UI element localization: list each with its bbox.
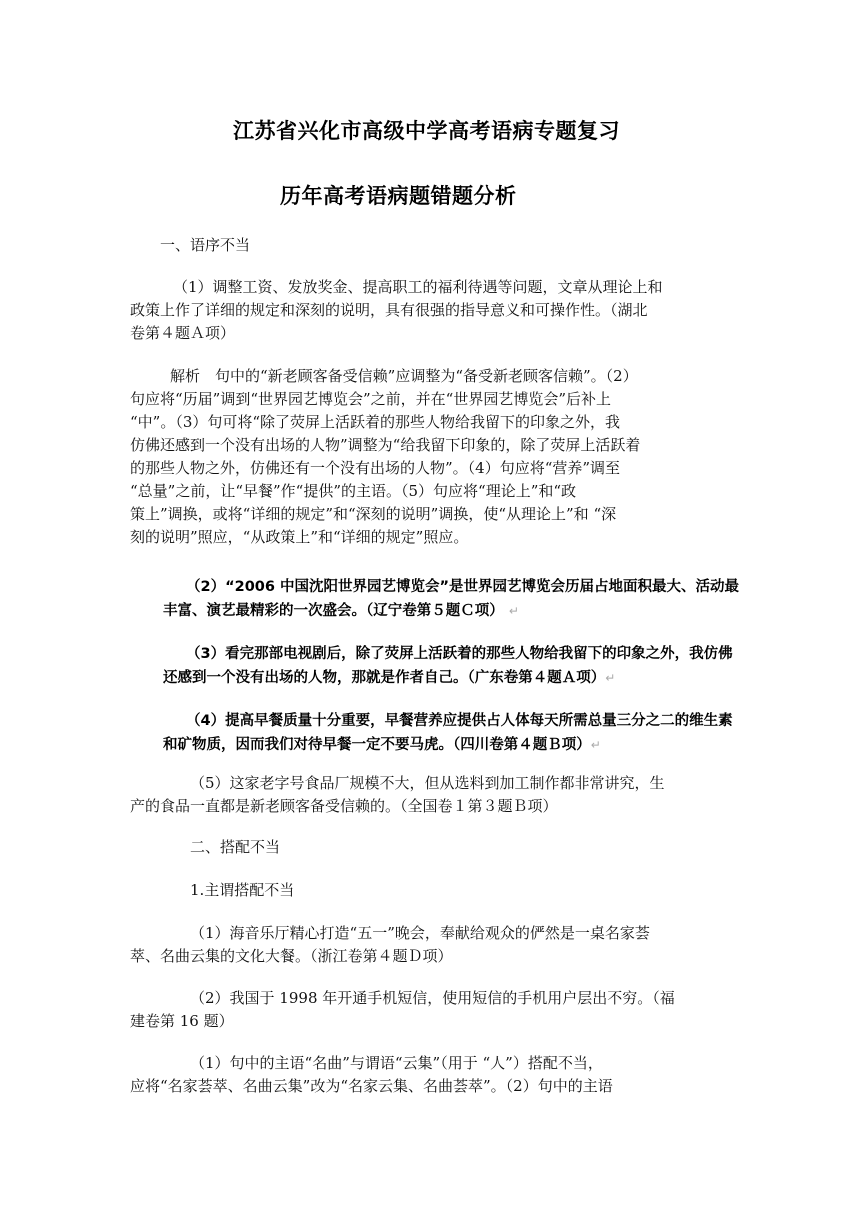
return-mark-icon: ↵	[590, 738, 601, 752]
section-heading-collocation: 二、搭配不当	[190, 838, 281, 856]
analysis-line: 的那些人物之外，仿佛还有一个没有出场的人物”。（4）句应将“营养”调至	[130, 459, 621, 477]
scanned-item-line: （3）看完那部电视剧后，除了荧屏上活跃着的那些人物给我留下的印象之外，我仿佛	[186, 646, 733, 662]
analysis-line: “总量”之前，让“早餐”作“提供”的主语。（5）句应将“理论上”和“政	[130, 482, 577, 500]
scanned-item-line: 丰富、演艺最精彩的一次盛会。（辽宁卷第５题Ｃ项） ↵	[163, 603, 519, 619]
paragraph-line: 萃、名曲云集的文化大餐。（浙江卷第４题Ｄ项）	[130, 947, 453, 965]
return-mark-icon: ↵	[605, 671, 616, 685]
scanned-item-line: （2）“2006 中国沈阳世界园艺博览会”是世界园艺博览会历届占地面积最大、活动最	[186, 579, 740, 595]
subsection-heading: 1.主谓搭配不当	[190, 881, 295, 899]
analysis-line: 策上”调换，或将“详细的规定”和“深刻的说明”调换，使“从理论上”和 “深	[130, 505, 617, 523]
paragraph-line: 产的食品一直都是新老顾客备受信赖的。（全国卷１第３题Ｂ项）	[130, 797, 558, 815]
scanned-item-line: 和矿物质，因而我们对待早餐一定不要马虎。（四川卷第４题Ｂ项）↵	[163, 737, 601, 753]
paragraph-line: 卷第４题Ａ项）	[130, 324, 236, 342]
return-mark-icon: ↵	[508, 604, 519, 618]
analysis-line: 应将“名家荟萃、名曲云集”改为“名家云集、名曲荟萃”。（2）句中的主语	[130, 1077, 613, 1095]
analysis-line: 仿佛还感到一个没有出场的人物”调整为“给我留下印象的，除了荧屏上活跃着	[130, 436, 641, 454]
paragraph-line: 建卷第 16 题）	[130, 1012, 234, 1030]
paragraph-line: 政策上作了详细的规定和深刻的说明，具有很强的指导意义和可操作性。（湖北	[130, 301, 648, 319]
scanned-item-line: 还感到一个没有出场的人物，那就是作者自己。（广东卷第４题Ａ项）↵	[163, 670, 616, 686]
paragraph-line: （1）调整工资、发放奖金、提高职工的福利待遇等问题，文章从理论上和	[173, 278, 663, 296]
document-title: 江苏省兴化市高级中学高考语病专题复习	[233, 119, 620, 143]
paragraph-line: （5）这家老字号食品厂规模不大，但从选料到加工制作都非常讲究，生	[190, 774, 665, 792]
analysis-line: 解析 句中的“新老顾客备受信赖”应调整为“备受新老顾客信赖”。（2）	[170, 367, 638, 385]
document-subtitle: 历年高考语病题错题分析	[280, 184, 517, 208]
scanned-item-line: （4）提高早餐质量十分重要，早餐营养应提供占人体每天所需总量三分之二的维生素	[186, 713, 733, 729]
section-heading-word-order: 一、语序不当	[160, 236, 251, 254]
analysis-line: 刻的说明”照应，“从政策上”和“详细的规定”照应。	[130, 528, 469, 546]
analysis-line: （1）句中的主语“名曲”与谓语“云集”（用于 “人”）搭配不当，	[190, 1054, 603, 1072]
paragraph-line: （2）我国于 1998 年开通手机短信，使用短信的手机用户层出不穷。（福	[190, 989, 675, 1007]
paragraph-line: （1）海音乐厅精心打造“五一”晚会，奉献给观众的俨然是一桌名家荟	[190, 924, 650, 942]
analysis-line: 句应将“历届”调到“世界园艺博览会”之前，并在“世界园艺博览会”后补上	[130, 390, 612, 408]
analysis-line: “中”。（3）句可将“除了荧屏上活跃着的那些人物给我留下的印象之外，我	[130, 413, 621, 431]
